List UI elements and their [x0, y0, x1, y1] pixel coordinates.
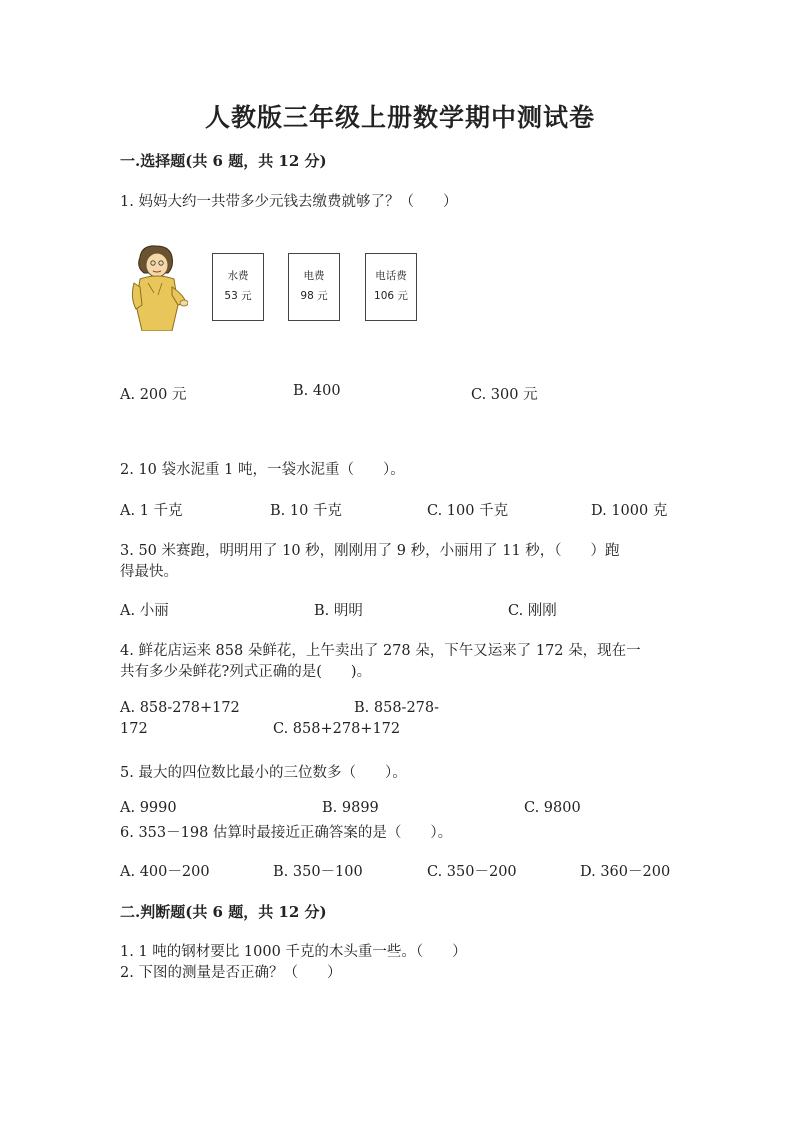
fee-card-electricity: [288, 253, 340, 321]
question-4-line1: 4. 鲜花店运来 858 朵鲜花，上午卖出了 278 朵，下午又运来了 172 朵，现在一: [120, 643, 641, 659]
fee-amount: 53 元: [224, 290, 252, 302]
q1-option-a: A. 200 元: [120, 387, 187, 403]
mother-illustration: [126, 243, 188, 331]
section-heading-choice: 一.选择题(共 6 题，共 12 分): [120, 152, 327, 170]
q2-option-d: D. 1000 克: [591, 503, 668, 519]
question-3-line1: 3. 50 米赛跑，明明用了 10 秒，刚刚用了 9 秒，小丽用了 11 秒，（ ）跑: [120, 543, 620, 559]
q1-option-b: B. 400: [293, 383, 341, 399]
q3-option-c: C. 刚刚: [508, 603, 557, 619]
question-1: 1. 妈妈大约一共带多少元钱去缴费就够了？（ ）: [120, 194, 458, 210]
q5-option-a: A. 9990: [120, 800, 177, 816]
fee-amount: 106 元: [374, 290, 408, 302]
q5-option-b: B. 9899: [322, 800, 379, 816]
fee-card-water: [212, 253, 264, 321]
question-4-line2: 共有多少朵鲜花?列式正确的是( )。: [120, 664, 372, 680]
q4-option-a: A. 858-278+172: [120, 700, 240, 716]
q4-option-b: B. 858-278-: [354, 700, 440, 716]
fee-label: 电费: [303, 270, 325, 282]
fee-label: 电话费: [375, 270, 407, 282]
q6-option-d: D. 360－200: [580, 864, 671, 880]
q6-option-a: A. 400－200: [120, 864, 210, 880]
q3-option-b: B. 明明: [314, 603, 363, 619]
q4-option-b-continued: 172: [120, 721, 148, 737]
judgement-question-2: 2. 下图的测量是否正确？（ ）: [120, 965, 342, 981]
page-title: 人教版三年级上册数学期中测试卷: [204, 103, 595, 132]
question-2: 2. 10 袋水泥重 1 吨，一袋水泥重（ ）。: [120, 462, 405, 478]
question-6: 6. 353－198 估算时最接近正确答案的是（ ）。: [120, 825, 453, 841]
judgement-question-1: 1. 1 吨的钢材要比 1000 千克的木头重一些。（ ）: [120, 944, 467, 960]
q2-option-a: A. 1 千克: [120, 503, 183, 519]
q1-option-c: C. 300 元: [471, 387, 538, 403]
q6-option-b: B. 350－100: [273, 864, 363, 880]
fee-label: 水费: [227, 270, 249, 282]
section-heading-judgement: 二.判断题(共 6 题，共 12 分): [120, 903, 327, 921]
question-3-line2: 得最快。: [120, 564, 178, 580]
q4-option-c: C. 858+278+172: [273, 721, 401, 737]
fee-amount: 98 元: [300, 290, 328, 302]
q3-option-a: A. 小丽: [120, 603, 169, 619]
q6-option-c: C. 350－200: [427, 864, 517, 880]
question-5: 5. 最大的四位数比最小的三位数多（ ）。: [120, 765, 407, 781]
q5-option-c: C. 9800: [524, 800, 581, 816]
q2-option-b: B. 10 千克: [270, 503, 342, 519]
fee-card-phone: [365, 253, 417, 321]
q2-option-c: C. 100 千克: [427, 503, 509, 519]
